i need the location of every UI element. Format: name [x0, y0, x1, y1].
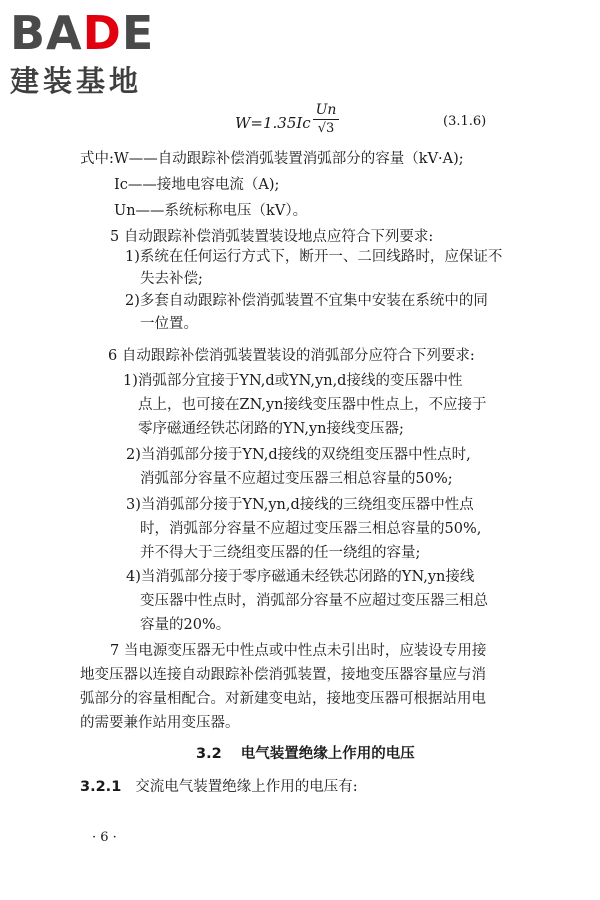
text-line: 点上，也可接在ZN,yn接线变压器中性点上，不应接于 [138, 397, 487, 413]
text-line: 零序磁通经铁芯闭路的YN,yn接线变压器; [138, 421, 404, 437]
text-line: 失去补偿; [140, 271, 203, 287]
text-line: Ic——接地电容电流（A); [114, 177, 280, 193]
logo-brand-prefix: BA [10, 6, 83, 60]
section-title: 电气装置绝缘上作用的电压 [240, 746, 415, 762]
text-line: 5 自动跟踪补偿消弧装置装设地点应符合下列要求: [110, 229, 434, 245]
text-line: 容量的20%。 [140, 617, 231, 633]
text-line: 一位置。 [140, 316, 198, 332]
logo-wordmark [10, 8, 154, 58]
logo-brand-suffix: E [121, 6, 155, 60]
clause-number: 3.2.1 [80, 779, 122, 795]
text-line: 7 当电源变压器无中性点或中性点未引出时，应装设专用接 [110, 643, 487, 659]
text-line: 1)系统在任何运行方式下，断开一、二回线路时，应保证不 [125, 249, 503, 265]
page-number: · 6 · [92, 830, 117, 845]
section-number: 3.2 [196, 746, 222, 762]
logo-subtitle: 建装基地 [10, 64, 143, 98]
section-heading [196, 742, 415, 763]
text-line: 6 自动跟踪补偿消弧装置装设的消弧部分应符合下列要求: [108, 348, 475, 364]
text-line: 弧部分的容量相配合。对新建变电站，接地变压器可根据站用电 [80, 691, 486, 707]
formula-number: (3.1.6) [443, 114, 487, 129]
text-line: 2)多套自动跟踪补偿消弧装置不宜集中安装在系统中的同 [125, 293, 488, 309]
formula-numerator: Un [315, 102, 337, 118]
clause-line [80, 776, 358, 798]
text-line: 2)当消弧部分接于YN,d接线的双绕组变压器中性点时, [126, 447, 471, 463]
clause-text: 交流电气装置绝缘上作用的电压有: [135, 779, 358, 795]
formula-3-1-6 [235, 104, 535, 148]
logo-brand-accent: D [82, 6, 122, 60]
text-line: 4)当消弧部分接于零序磁通未经铁芯闭路的YN,yn接线 [126, 569, 475, 585]
text-line: 的需要兼作站用变压器。 [80, 715, 240, 731]
text-line: 消弧部分容量不应超过变压器三相总容量的50%; [140, 471, 453, 487]
text-line: 变压器中性点时，消弧部分容量不应超过变压器三相总 [140, 593, 488, 609]
text-line: 1)消弧部分宜接于YN,d或YN,yn,d接线的变压器中性 [123, 373, 463, 389]
formula-fraction [313, 101, 339, 138]
text-line: 并不得大于三绕组变压器的任一绕组的容量; [140, 545, 421, 561]
formula-denominator: √3 [317, 121, 335, 136]
text-line: 式中:W——自动跟踪补偿消弧装置消弧部分的容量（kV·A); [80, 151, 464, 167]
bade-logo [10, 8, 154, 98]
text-line: 地变压器以连接自动跟踪补偿消弧装置，接地变压器容量应与消 [80, 667, 486, 683]
text-line: 3)当消弧部分接于YN,yn,d接线的三绕组变压器中性点 [126, 497, 474, 513]
text-line: 时，消弧部分容量不应超过变压器三相总容量的50%, [140, 521, 482, 537]
formula-lhs: W=1.35Ic [235, 114, 311, 132]
text-line: Un——系统标称电压（kV）。 [114, 203, 308, 219]
